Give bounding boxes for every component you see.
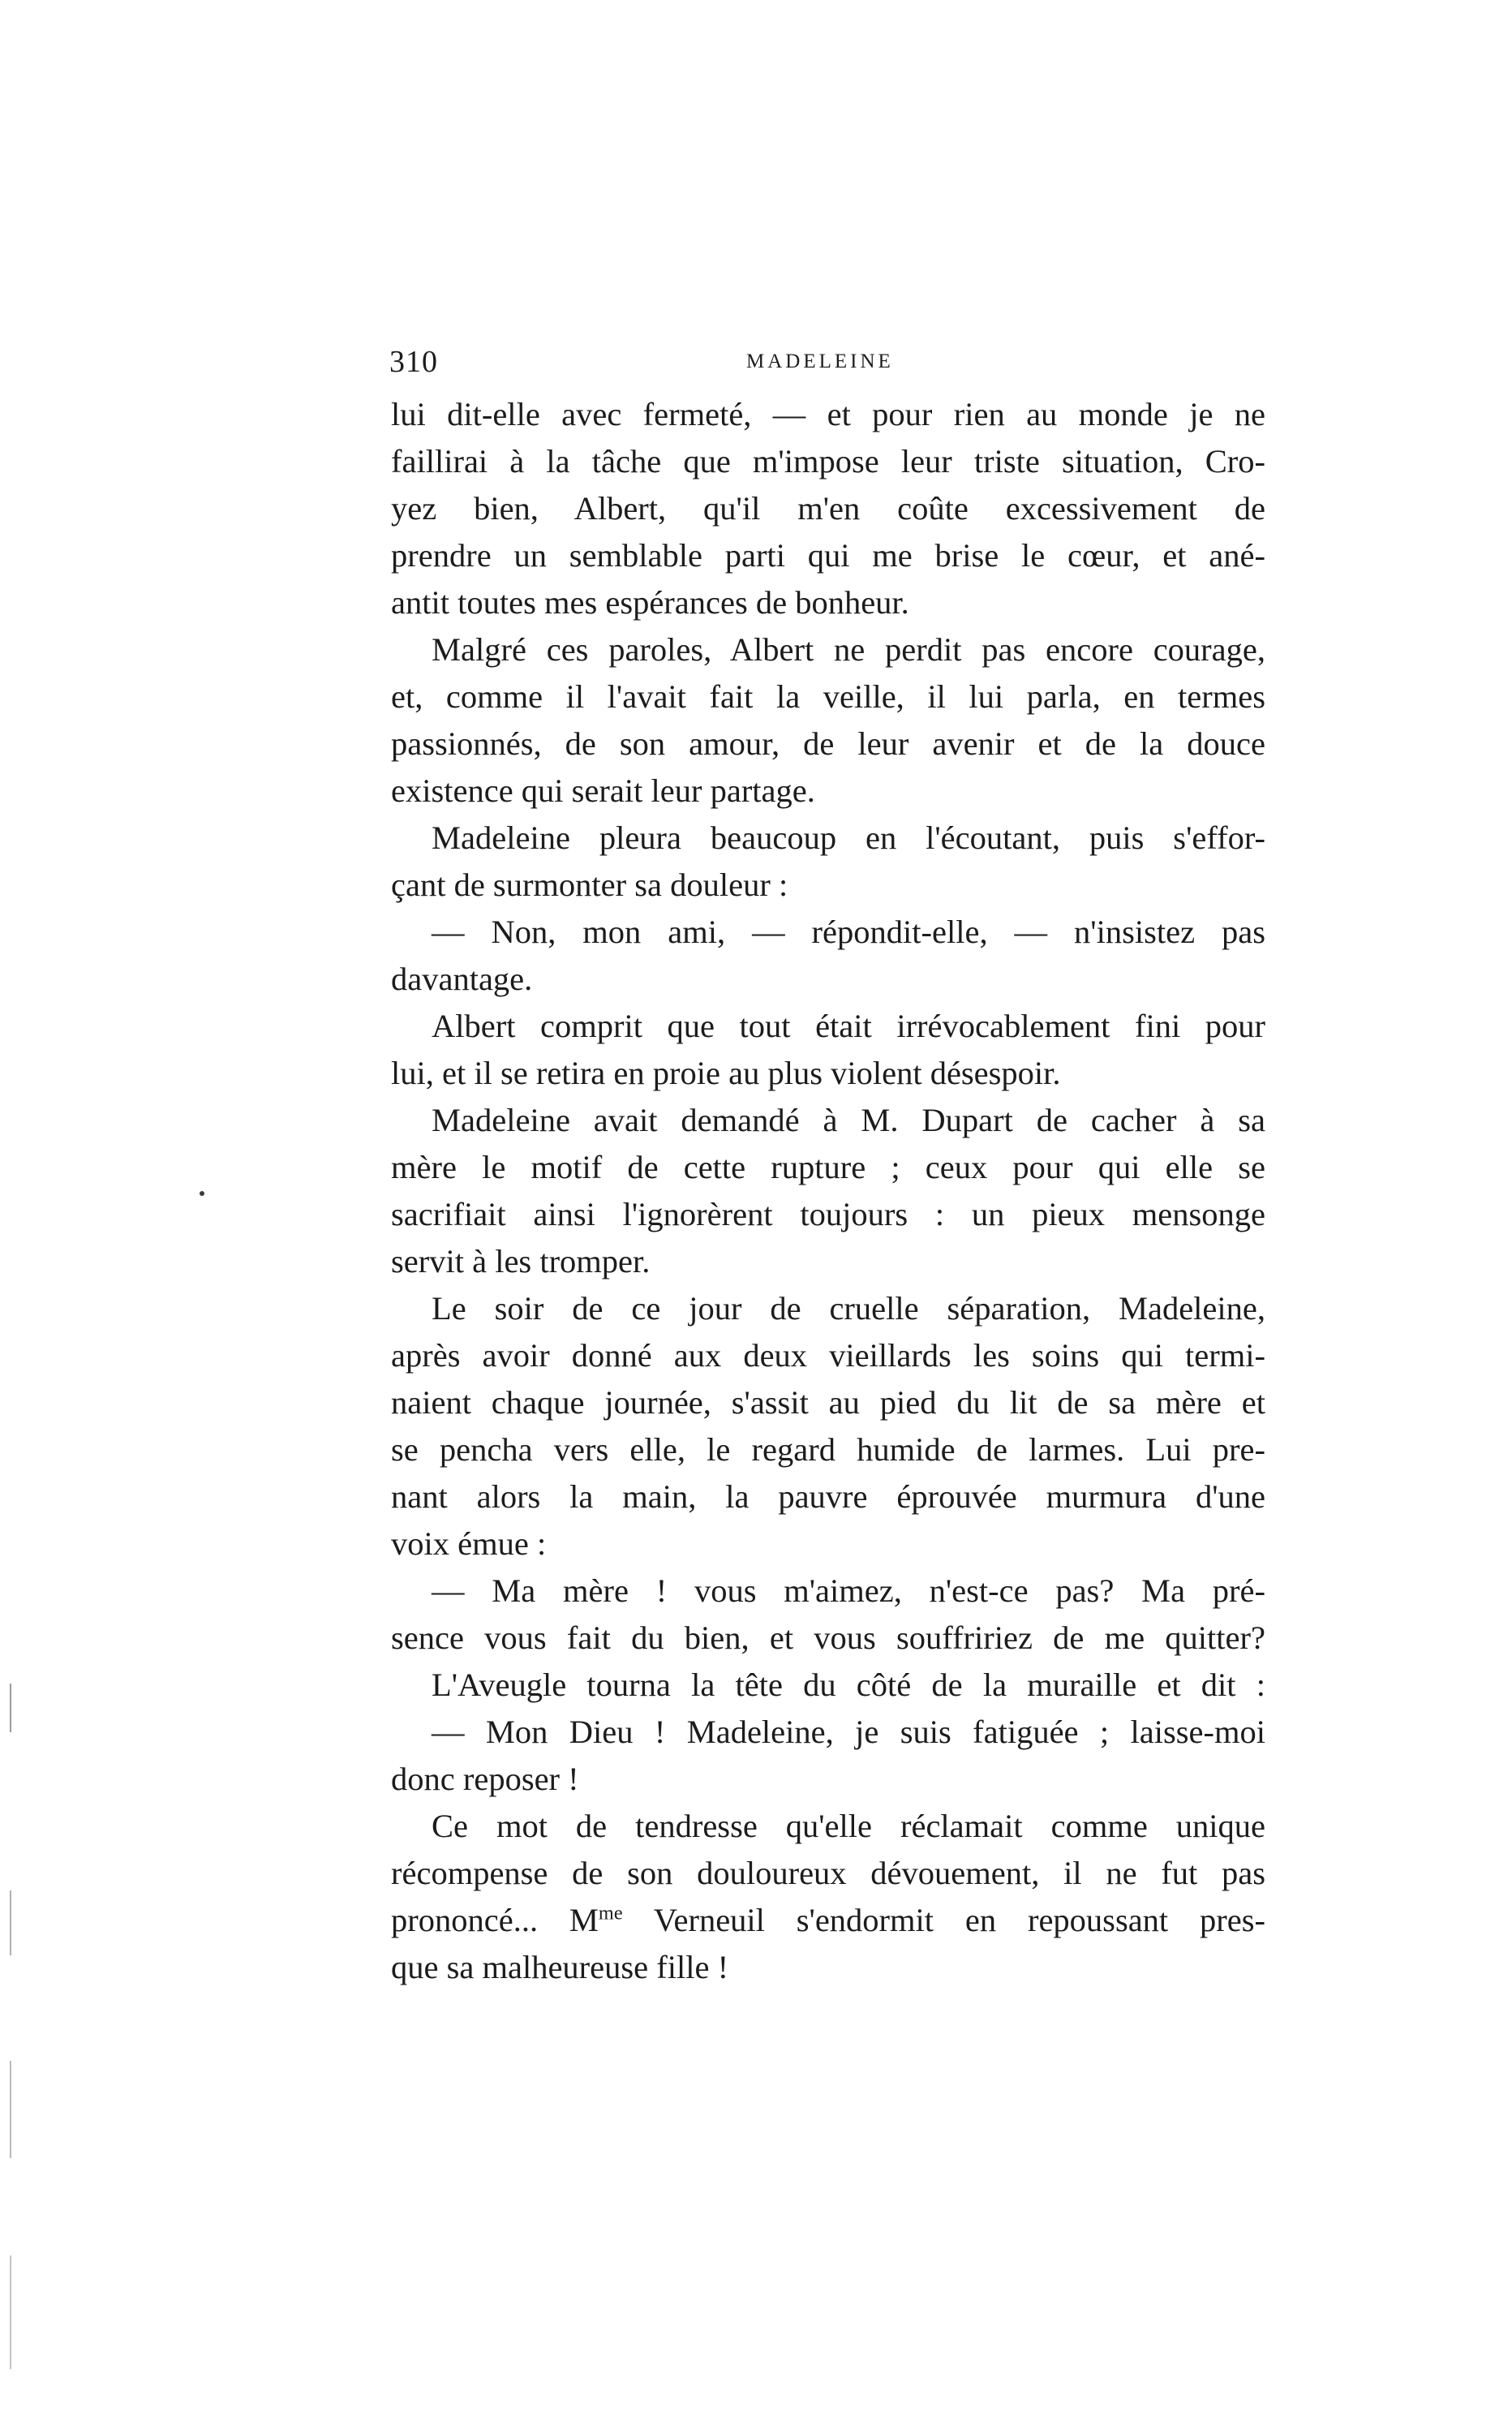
text-line [391, 1756, 1265, 1803]
scan-mark [200, 1191, 204, 1196]
text-line [391, 1662, 1265, 1709]
text-line [391, 909, 1265, 956]
scan-mark [10, 2061, 11, 2158]
text-line-content: Albert comprit que tout était irrévocablement fini pour [432, 1008, 1265, 1044]
text-line-content: — Mon Dieu ! Madeleine, je suis fatiguée ; laisse-moi [432, 1714, 1265, 1750]
text-line-content: se pencha vers elle, le regard humide de larmes. Lui pre- [391, 1431, 1265, 1468]
text-line-content: après avoir donné aux deux vieillards les soins qui termi- [391, 1337, 1265, 1374]
text-line [391, 1285, 1265, 1332]
text-line-content: faillirai à la tâche que m'impose leur triste situation, Cro- [391, 443, 1265, 480]
text-line-content: naient chaque journée, s'assit au pied du lit de sa mère et [391, 1384, 1265, 1421]
text-line-content: sacrifiait ainsi l'ignorèrent toujours : un pieux mensonge [391, 1196, 1265, 1232]
text-line-content: sence vous fait du bien, et vous souffririez de me quitter? [391, 1619, 1265, 1656]
text-line [391, 1144, 1265, 1191]
text-line [391, 579, 1265, 626]
text-line-content: antit toutes mes espérances de bonheur. [391, 584, 909, 621]
page-header [389, 344, 1265, 393]
text-line [391, 1615, 1265, 1662]
text-line-content: lui, et il se retira en proie au plus violent désespoir. [391, 1055, 1061, 1091]
text-line [391, 720, 1265, 768]
scan-mark [10, 1890, 11, 1955]
text-line-continuation: Verneuil s'endormit en repoussant pres- [622, 1902, 1265, 1938]
text-line [391, 1332, 1265, 1379]
text-line-content: prendre un semblable parti qui me brise le cœur, et ané- [391, 537, 1265, 574]
text-line [391, 1803, 1265, 1850]
text-line-content: nant alors la main, la pauvre éprouvée murmura d'une [391, 1478, 1265, 1515]
text-line [391, 1097, 1265, 1144]
text-line [391, 1050, 1265, 1097]
running-title: MADELEINE [746, 351, 894, 372]
text-line [391, 768, 1265, 815]
text-line [391, 1520, 1265, 1568]
page-number: 310 [389, 345, 438, 379]
text-line [391, 1379, 1265, 1426]
text-line-content: — Ma mère ! vous m'aimez, n'est-ce pas? Ma pré- [432, 1572, 1265, 1609]
text-line-content: Madeleine avait demandé à M. Dupart de cacher à sa [432, 1102, 1265, 1138]
text-line-content: Le soir de ce jour de cruelle séparation, Madeleine, [432, 1290, 1265, 1327]
text-line-content: davantage. [391, 961, 533, 997]
text-line [391, 862, 1265, 909]
text-line-content: mère le motif de cette rupture ; ceux pour qui elle se [391, 1149, 1265, 1185]
text-line-content: L'Aveugle tourna la tête du côté de la muraille et dit : [432, 1667, 1265, 1703]
text-line [391, 1850, 1265, 1897]
text-line-content: Malgré ces paroles, Albert ne perdit pas encore courage, [432, 631, 1265, 668]
text-line [391, 815, 1265, 862]
text-line-content: voix émue : [391, 1525, 547, 1562]
text-line [391, 1897, 1265, 1944]
text-line [391, 956, 1265, 1003]
text-line-content: passionnés, de son amour, de leur avenir et de la douce [391, 725, 1265, 762]
text-line-content: lui dit-elle avec fermeté, — et pour rien au monde je ne [391, 396, 1265, 432]
text-line-content: existence qui serait leur partage. [391, 772, 815, 809]
text-line-content: servit à les tromper. [391, 1243, 651, 1279]
text-line [391, 1568, 1265, 1615]
text-line-content: et, comme il l'avait fait la veille, il lui parla, en termes [391, 678, 1265, 715]
text-line [391, 1426, 1265, 1473]
text-line [391, 391, 1265, 438]
text-line-content: prononcé... M [391, 1902, 599, 1938]
text-line-content: que sa malheureuse fille ! [391, 1949, 729, 1985]
scan-mark [10, 1684, 11, 1732]
text-line-content: donc reposer ! [391, 1761, 579, 1797]
text-line [391, 626, 1265, 673]
text-line-content: Madeleine pleura beaucoup en l'écoutant, puis s'effor- [432, 819, 1265, 856]
text-line [391, 485, 1265, 532]
superscript: me [598, 1902, 623, 1925]
text-line [391, 1473, 1265, 1520]
text-line-content: yez bien, Albert, qu'il m'en coûte excessivement de [391, 490, 1265, 527]
scan-mark [10, 2256, 11, 2369]
text-line [391, 1003, 1265, 1050]
text-line [391, 1191, 1265, 1238]
text-line-content: récompense de son douloureux dévouement, il ne fut pas [391, 1855, 1265, 1891]
text-line [391, 1238, 1265, 1285]
text-line [391, 1944, 1265, 1991]
text-line-content: Ce mot de tendresse qu'elle réclamait comme unique [432, 1808, 1265, 1844]
text-line [391, 673, 1265, 720]
text-line [391, 532, 1265, 579]
body-text [391, 391, 1265, 1991]
text-line-content: — Non, mon ami, — répondit-elle, — n'insistez pas [432, 914, 1265, 950]
text-line-content: çant de surmonter sa douleur : [391, 867, 788, 903]
text-line [391, 438, 1265, 485]
text-line [391, 1709, 1265, 1756]
